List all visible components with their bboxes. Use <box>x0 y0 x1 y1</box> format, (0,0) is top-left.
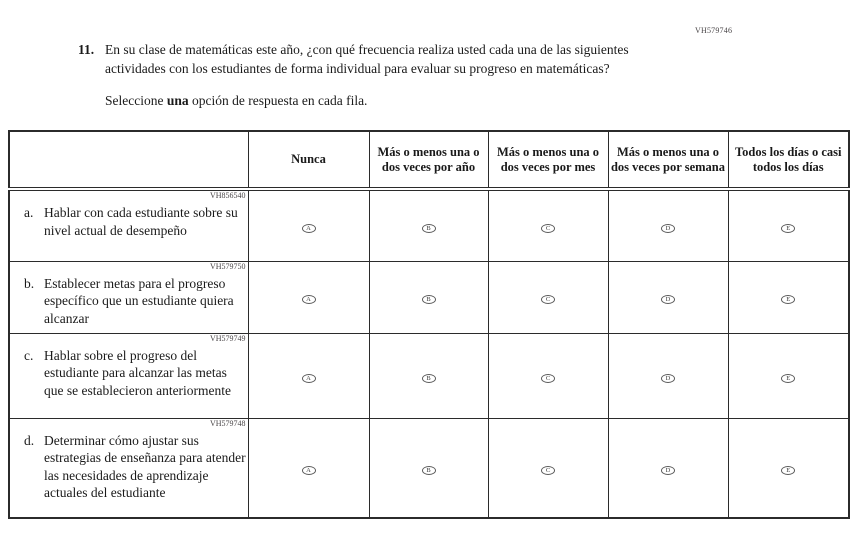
row-d-option-ano-cell <box>369 418 488 518</box>
row-a-bubble-a[interactable]: A <box>302 224 316 233</box>
table-row-a <box>9 189 849 261</box>
row-a-letter: a. <box>24 205 34 220</box>
row-c-option-todos-cell <box>728 333 849 418</box>
row-a-bubble-d[interactable]: D <box>661 224 675 233</box>
row-a-option-semana-cell <box>608 189 728 261</box>
frequency-matrix-table <box>8 130 850 519</box>
row-c-letter: c. <box>24 347 34 363</box>
question-block <box>78 40 678 110</box>
row-b-bubble-d[interactable]: D <box>661 295 675 304</box>
instruction-bold-word: una <box>166 93 189 108</box>
table-row-b <box>9 261 849 333</box>
column-header-nunca: Nunca <box>248 131 369 189</box>
row-c-bubble-b[interactable]: B <box>422 374 436 383</box>
row-d-bubble-e[interactable]: E <box>781 466 795 475</box>
row-c-option-ano-cell <box>369 333 488 418</box>
row-b-option-todos-cell <box>728 261 849 333</box>
row-a-bubble-c[interactable]: C <box>541 224 555 233</box>
instruction-text <box>78 92 678 110</box>
row-b-bubble-b[interactable]: B <box>422 295 436 304</box>
question-body: En su clase de matemáticas este año, ¿con qué frecuencia realiza usted cada una de las siguientes actividades con los estudiantes de forma individual para evaluar su progreso en matemáticas? <box>105 42 629 76</box>
row-b-letter: b. <box>24 275 35 291</box>
row-d-bubble-a[interactable]: A <box>302 466 316 475</box>
question-text <box>78 40 678 78</box>
row-a-option-mes-cell <box>488 189 608 261</box>
row-c-bubble-c[interactable]: C <box>541 374 555 383</box>
row-d-text: Determinar cómo ajustar sus estrategias de enseñanza para atender las necesidades de aprendizaje actuales del estudiante <box>44 432 246 500</box>
row-a-text: Hablar con cada estudiante sobre su nivel actual de desempeño <box>44 205 238 238</box>
row-c-stem-cell <box>9 333 248 418</box>
row-c-option-nunca-cell <box>248 333 369 418</box>
row-d-option-semana-cell <box>608 418 728 518</box>
row-c-item-code: VH579749 <box>209 333 246 343</box>
row-a-option-ano-cell <box>369 189 488 261</box>
row-d-item-code: VH579748 <box>209 418 246 428</box>
row-d-letter: d. <box>24 432 35 448</box>
row-c-bubble-e[interactable]: E <box>781 374 795 383</box>
row-a-option-todos-cell <box>728 189 849 261</box>
row-b-stem-cell <box>9 261 248 333</box>
column-header-por-semana: Más o menos una o dos veces por semana <box>608 131 728 189</box>
row-a-bubble-b[interactable]: B <box>422 224 436 233</box>
row-d-option-nunca-cell <box>248 418 369 518</box>
column-header-por-mes: Más o menos una o dos veces por mes <box>488 131 608 189</box>
row-b-item-code: VH579750 <box>209 261 246 271</box>
table-row-c <box>9 333 849 418</box>
row-b-option-mes-cell <box>488 261 608 333</box>
row-c-bubble-d[interactable]: D <box>661 374 675 383</box>
row-d-bubble-c[interactable]: C <box>541 466 555 475</box>
column-header-todos-los-dias: Todos los días o casi todos los días <box>728 131 849 189</box>
row-c-option-mes-cell <box>488 333 608 418</box>
row-c-bubble-a[interactable]: A <box>302 374 316 383</box>
row-b-bubble-c[interactable]: C <box>541 295 555 304</box>
row-d-option-mes-cell <box>488 418 608 518</box>
form-code: VH579746 <box>695 26 733 35</box>
question-number: 11. <box>78 42 95 57</box>
column-header-por-ano: Más o menos una o dos veces por año <box>369 131 488 189</box>
row-d-bubble-d[interactable]: D <box>661 466 675 475</box>
row-d-stem-cell <box>9 418 248 518</box>
row-b-bubble-e[interactable]: E <box>781 295 795 304</box>
row-a-option-nunca-cell <box>248 189 369 261</box>
row-d-bubble-b[interactable]: B <box>422 466 436 475</box>
header-stub-cell <box>9 131 248 189</box>
row-b-option-nunca-cell <box>248 261 369 333</box>
row-d-option-todos-cell <box>728 418 849 518</box>
row-a-item-code: VH856540 <box>209 191 246 200</box>
row-c-text: Hablar sobre el progreso del estudiante para alcanzar las metas que se establecieron anteriormente <box>44 347 232 398</box>
row-c-option-semana-cell <box>608 333 728 418</box>
row-b-text: Establecer metas para el progreso específico que un estudiante quiera alcanzar <box>44 275 234 326</box>
row-b-bubble-a[interactable]: A <box>302 295 316 304</box>
table-header-row <box>9 131 849 189</box>
instruction-suffix: opción de respuesta en cada fila. <box>188 93 368 108</box>
row-a-bubble-e[interactable]: E <box>781 224 795 233</box>
row-a-stem-cell <box>9 189 248 261</box>
row-b-option-semana-cell <box>608 261 728 333</box>
instruction-prefix: Seleccione <box>105 93 167 108</box>
table-row-d <box>9 418 849 518</box>
row-b-option-ano-cell <box>369 261 488 333</box>
